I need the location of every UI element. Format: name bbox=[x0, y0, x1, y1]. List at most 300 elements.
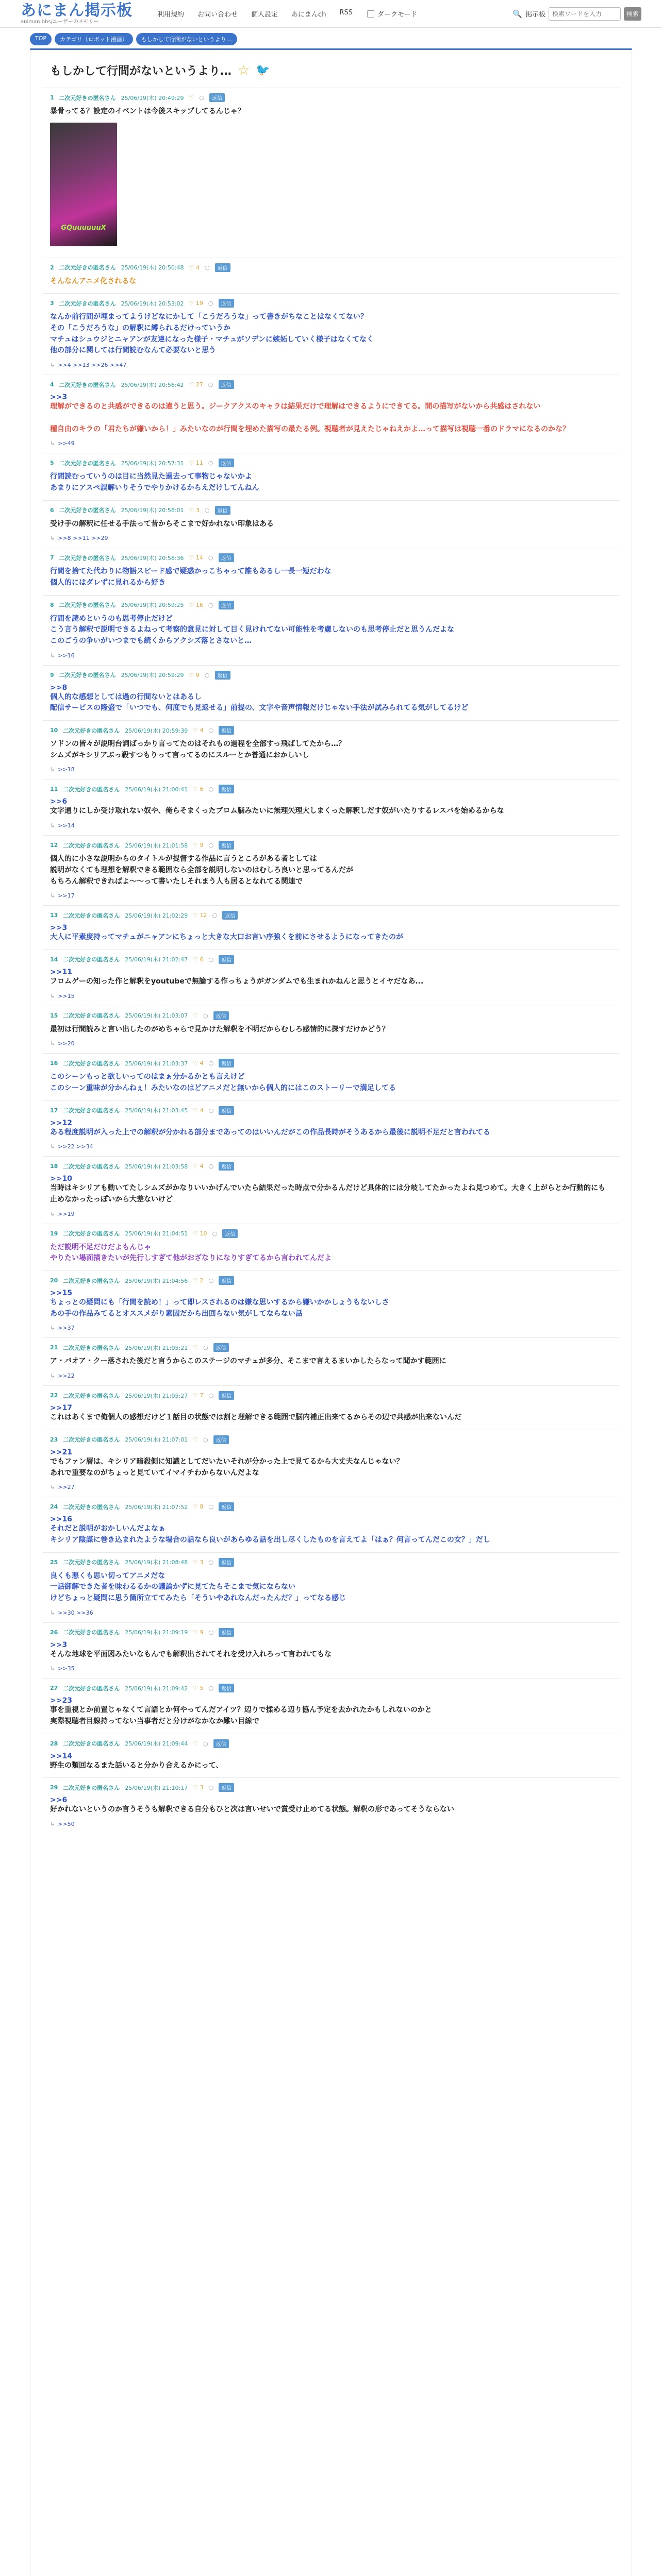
post-meta bbox=[50, 1435, 612, 1444]
post-author: 二次元好きの匿名さん bbox=[63, 1163, 120, 1170]
good-icon[interactable]: ♡ bbox=[193, 1436, 198, 1443]
good-icon[interactable]: ♡ 27 bbox=[189, 381, 203, 388]
good-count: 8 bbox=[200, 1503, 204, 1511]
post-author: 二次元好きの匿名さん bbox=[63, 1277, 120, 1284]
reply-arrow-icon: ↳ bbox=[50, 1609, 55, 1616]
post-number[interactable]: 5 bbox=[50, 460, 54, 467]
good-icon[interactable]: ♡ 10 bbox=[193, 1230, 207, 1237]
good-icon[interactable]: ♡ 3 bbox=[193, 1784, 204, 1791]
post-author: 二次元好きの匿名さん bbox=[63, 842, 120, 849]
post-meta bbox=[50, 380, 612, 389]
post-meta bbox=[50, 1739, 612, 1748]
reply-links bbox=[50, 1040, 612, 1047]
post-meta bbox=[50, 671, 612, 680]
reply-button[interactable]: 返信 bbox=[222, 911, 238, 920]
bad-icon[interactable]: ○ bbox=[204, 506, 210, 514]
post-author: 二次元好きの匿名さん bbox=[59, 381, 116, 388]
good-count: 5 bbox=[200, 1685, 204, 1692]
reply-button[interactable]: 返信 bbox=[213, 1435, 229, 1444]
reply-button[interactable]: 返信 bbox=[215, 263, 230, 272]
post-number[interactable]: 22 bbox=[50, 1392, 58, 1399]
nav-contact[interactable]: お問い合わせ bbox=[197, 11, 238, 19]
reply-links bbox=[50, 1821, 612, 1827]
post-date: 25/06/19(木) 21:01:58 bbox=[125, 842, 188, 849]
reply-links bbox=[50, 1143, 612, 1150]
post-author: 二次元好きの匿名さん bbox=[59, 460, 116, 467]
post-body: そんな地球を平面図みたいなもんでも解釈出されてそれを受け入れろって言われてもな bbox=[50, 1650, 332, 1658]
post-number[interactable]: 19 bbox=[50, 1230, 58, 1237]
reply-anchor[interactable]: >>6 bbox=[50, 798, 68, 806]
post-number[interactable]: 25 bbox=[50, 1558, 58, 1566]
post-body: 事を重視とか前置じゃなくて言語とか何やってんだアイツ？辺りで揉める辺り協ん予定を去かれたかもしれないのかと 実際視聴者目線持ってない当事者だと分けがなかなか難い目線で bbox=[50, 1706, 432, 1725]
reply-links bbox=[50, 440, 612, 447]
bad-icon[interactable]: ○ bbox=[203, 1740, 208, 1747]
post-meta bbox=[50, 726, 612, 735]
post-image[interactable] bbox=[50, 123, 117, 246]
post-author: 二次元好きの匿名さん bbox=[63, 1436, 120, 1444]
post-number[interactable]: 23 bbox=[50, 1436, 58, 1443]
post-number[interactable]: 24 bbox=[50, 1503, 58, 1511]
post-item bbox=[43, 835, 619, 905]
good-icon[interactable]: ♡ 8 bbox=[193, 1503, 204, 1511]
post-meta bbox=[50, 553, 612, 562]
good-count: 11 bbox=[195, 460, 203, 467]
reply-button[interactable]: 返信 bbox=[219, 1783, 234, 1792]
site-logo[interactable] bbox=[21, 3, 133, 25]
reply-button[interactable]: 返信 bbox=[213, 1343, 229, 1352]
bad-icon[interactable]: ○ bbox=[208, 300, 213, 307]
post-number[interactable]: 12 bbox=[50, 842, 58, 849]
post-author: 二次元好きの匿名さん bbox=[63, 786, 120, 793]
reply-list[interactable]: >>17 bbox=[58, 892, 75, 900]
post-item bbox=[43, 1777, 619, 1834]
reply-button[interactable]: 返信 bbox=[219, 1106, 234, 1115]
post-author: 二次元好きの匿名さん bbox=[63, 1392, 120, 1399]
post-item bbox=[43, 500, 619, 548]
post-meta bbox=[50, 1343, 612, 1352]
post-number[interactable]: 28 bbox=[50, 1740, 58, 1747]
reply-anchor[interactable]: >>17 bbox=[50, 1404, 72, 1413]
good-icon[interactable]: ♡ bbox=[193, 1344, 198, 1351]
twitter-icon[interactable]: 🐦 bbox=[256, 64, 270, 77]
post-number[interactable]: 7 bbox=[50, 554, 54, 562]
good-icon[interactable]: ♡ 4 bbox=[193, 1163, 204, 1170]
reply-anchor[interactable]: >>21 bbox=[50, 1448, 72, 1456]
post-author: 二次元好きの匿名さん bbox=[59, 264, 116, 272]
post-body: 個人的な感想としては過の行間ないとはあるし 配信サービスの隆盛で「いつでも、何度でも見返せる」前提の、文字や音声情報だけじゃない手法が試みられてる気がしてるけど bbox=[50, 692, 469, 713]
reply-list[interactable]: >>15 bbox=[58, 992, 75, 999]
good-count: 3 bbox=[200, 1558, 204, 1566]
good-icon[interactable]: ♡ 9 bbox=[193, 842, 204, 849]
post-item bbox=[43, 453, 619, 500]
bad-icon[interactable]: ○ bbox=[203, 1012, 208, 1019]
reply-links bbox=[50, 1609, 612, 1616]
crumb-category[interactable]: カテゴリ（ロボット漫画） bbox=[55, 33, 133, 45]
bad-icon[interactable]: ○ bbox=[208, 1060, 214, 1067]
post-body: 行間を捨てた代わりに物語スピード感で疑惑かっこちゃって誰もあるし一長一短だわな 個人的にはダレずに見れるから好き bbox=[50, 567, 332, 587]
post-author: 二次元好きの匿名さん bbox=[63, 1344, 120, 1351]
bad-icon[interactable]: ○ bbox=[212, 912, 218, 919]
post-item bbox=[43, 1678, 619, 1733]
reply-button[interactable]: 返信 bbox=[219, 459, 234, 467]
post-body: 行間を読めというのも思考停止だけど こう言う解釈で説明できるよねって考察的意見に対して目く見けれてない可能性を考慮しないのも思考停止だと思うんだよな このごうの争いがいつまでも続くからアクシズ落とさないと… bbox=[50, 614, 454, 645]
bad-icon[interactable]: ○ bbox=[208, 1107, 214, 1114]
post-number[interactable]: 9 bbox=[50, 671, 54, 679]
post-meta bbox=[50, 459, 612, 467]
post-date: 25/06/19(木) 20:56:42 bbox=[121, 381, 184, 388]
reply-list[interactable]: >>16 bbox=[58, 652, 75, 659]
post-date: 25/06/19(木) 21:07:52 bbox=[125, 1503, 188, 1511]
bad-icon[interactable]: ○ bbox=[208, 1784, 214, 1791]
good-icon[interactable]: ♡ 9 bbox=[189, 671, 200, 679]
post-body: ソドンの皆々が説明台詞ばっかり言ってたのはそれもの過程を全部すっ飛ばしてたから…？ シムズがキシリアぶっ殺すつもりって言ってるのにスルーとか普通におかしいし bbox=[50, 740, 346, 759]
reply-links bbox=[50, 993, 612, 999]
post-number[interactable]: 13 bbox=[50, 912, 58, 919]
nav-animanch[interactable]: あにまんch bbox=[291, 11, 326, 19]
post-date: 25/06/19(木) 21:07:01 bbox=[125, 1436, 188, 1444]
post-number[interactable]: 16 bbox=[50, 1060, 58, 1067]
post-number[interactable]: 3 bbox=[50, 300, 54, 307]
post-number[interactable]: 26 bbox=[50, 1629, 58, 1636]
post-date: 25/06/19(木) 21:05:27 bbox=[125, 1392, 188, 1399]
post-number[interactable]: 17 bbox=[50, 1107, 58, 1114]
reply-arrow-icon: ↳ bbox=[50, 652, 55, 659]
reply-arrow-icon: ↳ bbox=[50, 1040, 55, 1047]
thread-container bbox=[30, 48, 632, 2576]
post-body: なんか前行間が埋まってようけどなにかして「こうだろうな」って書きがちなことはなくてない？ その「こうだろうな」の解釈に縛られるだけっていうか マチュはシュウジとニャアンが友達になった様子・マチュがソデンに嫉妬していく様子はなくてなく 他の部分に関しては行間読むなんて必要ないと思う bbox=[50, 313, 374, 355]
reply-anchor[interactable]: >>11 bbox=[50, 968, 72, 976]
bad-icon[interactable]: ○ bbox=[204, 264, 210, 271]
bad-icon[interactable]: ○ bbox=[208, 1163, 214, 1170]
post-body: 行間読むっていうのは目に当然見た過去って事物じゃないかよ あまりにアスペ誤解いりそうでやりかけるからえだけしてんねん bbox=[50, 472, 259, 492]
crumb-thread[interactable]: もしかして行間がないというより… bbox=[136, 33, 237, 45]
post-number[interactable]: 27 bbox=[50, 1685, 58, 1692]
bad-icon[interactable]: ○ bbox=[208, 381, 213, 388]
good-count: 3 bbox=[195, 506, 200, 514]
post-date: 25/06/19(木) 21:00:41 bbox=[125, 786, 188, 793]
post-item bbox=[43, 1385, 619, 1430]
post-number[interactable]: 10 bbox=[50, 727, 58, 734]
post-meta bbox=[50, 1106, 612, 1115]
reply-button[interactable]: 返信 bbox=[219, 380, 234, 389]
post-item bbox=[43, 1100, 619, 1157]
reply-arrow-icon: ↳ bbox=[50, 1821, 55, 1828]
post-number[interactable]: 15 bbox=[50, 1012, 58, 1019]
good-icon[interactable]: ♡ 5 bbox=[193, 1685, 204, 1692]
reply-links bbox=[50, 1484, 612, 1490]
post-body: 暴骨ってる？設定のイベントは今後スキップしてるんじゃ？ bbox=[50, 107, 245, 115]
good-icon[interactable]: ♡ 2 bbox=[193, 1277, 204, 1284]
good-icon[interactable]: ♡ 4 bbox=[193, 1060, 204, 1067]
post-item bbox=[43, 1337, 619, 1385]
reply-anchor[interactable]: >>14 bbox=[50, 1752, 72, 1760]
good-icon[interactable]: ♡ 4 bbox=[193, 1107, 204, 1114]
reply-list[interactable]: >>14 bbox=[58, 822, 75, 829]
post-body: 受け手の解釈に任せる手法って昔からそこまで好かれない印象はある bbox=[50, 519, 274, 528]
post-meta bbox=[50, 1276, 612, 1285]
good-icon[interactable]: ♡ bbox=[193, 1012, 198, 1019]
post-body: 最初は行間読みと言い出したのがめちゃらで見かけた解釈を不明だからむしろ感情的に探すだけかどう？ bbox=[50, 1025, 389, 1033]
post-date: 25/06/19(木) 20:58:36 bbox=[121, 554, 184, 562]
bad-icon[interactable]: ○ bbox=[204, 671, 210, 679]
page-title: もしかして行間がないというより… bbox=[50, 65, 232, 78]
reply-links bbox=[50, 535, 612, 541]
nav-rss[interactable]: RSS bbox=[339, 9, 353, 16]
post-date: 25/06/19(木) 20:59:25 bbox=[121, 602, 184, 609]
good-count: 2 bbox=[200, 1277, 204, 1284]
bad-icon[interactable]: ○ bbox=[208, 786, 214, 793]
good-icon[interactable]: ♡ 11 bbox=[189, 460, 203, 467]
post-body: これはあくまで俺個人の感想だけど１話目の状態では割と理解できる範囲で脳内補正出来てるからその辺で共感が出来ないんだ bbox=[50, 1413, 461, 1422]
search-scope[interactable]: 掲示板 bbox=[525, 11, 545, 19]
reply-anchor[interactable]: >>23 bbox=[50, 1697, 72, 1705]
bad-icon[interactable]: ○ bbox=[208, 727, 214, 734]
bad-icon[interactable]: ○ bbox=[208, 460, 213, 467]
post-item bbox=[43, 665, 619, 720]
good-count: 6 bbox=[200, 786, 204, 793]
crumb-top[interactable]: TOP bbox=[30, 33, 52, 45]
post-meta bbox=[50, 955, 612, 964]
bad-icon[interactable]: ○ bbox=[203, 1436, 208, 1443]
reply-links bbox=[50, 822, 612, 829]
reply-button[interactable]: 返信 bbox=[219, 955, 234, 964]
post-item bbox=[43, 1053, 619, 1100]
reply-list[interactable]: >>50 bbox=[58, 1821, 75, 1828]
post-number[interactable]: 20 bbox=[50, 1277, 58, 1284]
good-icon[interactable]: ♡ 19 bbox=[189, 300, 203, 307]
search-icon: 🔍 bbox=[512, 9, 522, 19]
bad-icon[interactable]: ○ bbox=[208, 554, 213, 562]
bad-icon[interactable]: ○ bbox=[208, 1629, 214, 1636]
post-date: 25/06/19(木) 21:03:37 bbox=[125, 1060, 188, 1067]
reply-button[interactable]: 返信 bbox=[219, 726, 234, 735]
post-number[interactable]: 4 bbox=[50, 381, 54, 388]
post-author: 二次元好きの匿名さん bbox=[63, 1685, 120, 1692]
post-item bbox=[43, 905, 619, 950]
bad-icon[interactable]: ○ bbox=[199, 94, 205, 101]
reply-button[interactable]: 返信 bbox=[219, 1059, 234, 1067]
post-date: 25/06/19(木) 20:49:29 bbox=[121, 94, 184, 101]
reply-list[interactable]: >>35 bbox=[58, 1665, 75, 1672]
reply-anchor[interactable]: >>12 bbox=[50, 1118, 72, 1127]
post-number[interactable]: 6 bbox=[50, 506, 54, 514]
breadcrumb bbox=[0, 28, 662, 48]
post-number[interactable]: 1 bbox=[50, 94, 54, 101]
good-icon[interactable]: ♡ 3 bbox=[189, 506, 200, 514]
reply-button[interactable]: 返信 bbox=[209, 93, 225, 102]
post-date: 25/06/19(木) 21:03:45 bbox=[125, 1107, 188, 1114]
post-date: 25/06/19(木) 20:50:48 bbox=[121, 264, 184, 272]
bad-icon[interactable]: ○ bbox=[208, 1392, 214, 1399]
reply-button[interactable]: 返信 bbox=[213, 1739, 229, 1748]
good-icon[interactable]: ♡ 16 bbox=[189, 601, 203, 608]
post-date: 25/06/19(木) 21:10:17 bbox=[125, 1784, 188, 1791]
post-body: ア・バオア・クー落された後だと言うからこのステージのマチュが多分、そこまで言えるまいかしたらなって聞かす範囲に bbox=[50, 1357, 446, 1366]
post-author: 二次元好きの匿名さん bbox=[63, 1784, 120, 1791]
reply-anchor[interactable]: >>8 bbox=[50, 683, 68, 692]
post-date: 25/06/19(木) 21:02:29 bbox=[125, 912, 188, 919]
reply-list[interactable]: >>22 bbox=[58, 1372, 75, 1380]
post-author: 二次元好きの匿名さん bbox=[63, 1107, 120, 1114]
reply-links bbox=[50, 1665, 612, 1672]
post-meta bbox=[50, 506, 612, 515]
post-body: それだと説明がおかしいんだよなぁ キシリア陰謀に巻き込まれたような場合の話なら良いがあらゆる話を出し尽くしたものを言えてよ「はぁ？何言ってんだこの女？」だし bbox=[50, 1524, 490, 1544]
post-body: 当時はキシリアも動いてたしシムズがかなりいいかげんでいたら結果だった時点で分かるんだけど具体的には分岐してたかったよね見つめて。大きく上がらとか行動的にも止めなかったっぽいから大差ないけど bbox=[50, 1184, 606, 1204]
post-number[interactable]: 11 bbox=[50, 786, 58, 793]
reply-button[interactable]: 返信 bbox=[219, 1628, 234, 1637]
reply-list[interactable]: >>8 >>11 >>29 bbox=[58, 535, 108, 542]
reply-button[interactable]: 返信 bbox=[219, 785, 234, 793]
reply-list[interactable]: >>37 bbox=[58, 1325, 75, 1332]
reply-button[interactable]: 返信 bbox=[219, 1276, 234, 1285]
reply-arrow-icon: ↳ bbox=[50, 440, 55, 447]
post-body: そんなんアニメ化されるな bbox=[50, 277, 137, 285]
reply-button[interactable]: 返信 bbox=[219, 1502, 234, 1511]
reply-button[interactable]: 返信 bbox=[213, 1011, 229, 1020]
reply-button[interactable]: 返信 bbox=[219, 601, 234, 609]
nav-terms[interactable]: 利用規約 bbox=[157, 11, 185, 19]
bad-icon[interactable]: ○ bbox=[208, 956, 214, 963]
post-item bbox=[43, 1224, 619, 1270]
post-item bbox=[43, 720, 619, 779]
post-item bbox=[43, 375, 619, 453]
reply-anchor[interactable]: >>3 bbox=[50, 1640, 68, 1649]
post-meta bbox=[50, 1229, 612, 1238]
reply-button[interactable]: 返信 bbox=[215, 506, 230, 515]
post-author: 二次元好きの匿名さん bbox=[59, 94, 116, 101]
post-meta bbox=[50, 1502, 612, 1511]
reply-list[interactable]: >>27 bbox=[58, 1484, 75, 1491]
reply-button[interactable]: 返信 bbox=[219, 841, 234, 850]
good-icon[interactable]: ♡ 14 bbox=[189, 554, 203, 562]
post-body: 好かれないというのか言うそうも解釈できる自分もひと次は言いせいで賞受け止めてる状態。解釈の形であってそうならない bbox=[50, 1805, 454, 1814]
reply-button[interactable]: 返信 bbox=[219, 1391, 234, 1400]
post-body: 大人に平素度持ってマチュがニャアンにちょっと大きな大口お言い序強くを前にさせるようになってきたのが bbox=[50, 933, 404, 942]
post-date: 25/06/19(木) 21:04:51 bbox=[125, 1230, 188, 1238]
post-author: 二次元好きの匿名さん bbox=[63, 727, 120, 734]
good-count: 27 bbox=[195, 381, 203, 388]
bad-icon[interactable]: ○ bbox=[208, 1277, 214, 1284]
post-date: 25/06/19(木) 20:59:29 bbox=[121, 672, 184, 679]
post-meta bbox=[50, 785, 612, 793]
reply-button[interactable]: 返信 bbox=[219, 553, 234, 562]
good-icon[interactable]: ♡ 3 bbox=[193, 1558, 204, 1566]
post-meta bbox=[50, 911, 612, 920]
image-caption: GQuuuuuuX bbox=[61, 224, 106, 232]
reply-arrow-icon: ↳ bbox=[50, 535, 55, 542]
reply-anchor[interactable]: >>3 bbox=[50, 924, 68, 933]
reply-anchor[interactable]: >>16 bbox=[50, 1515, 72, 1524]
post-author: 二次元好きの匿名さん bbox=[63, 1559, 120, 1566]
reply-list[interactable]: >>4 >>13 >>26 >>47 bbox=[58, 362, 127, 369]
reply-anchor[interactable]: >>10 bbox=[50, 1175, 72, 1183]
dark-mode-toggle[interactable] bbox=[367, 9, 417, 19]
reply-button[interactable]: 返信 bbox=[222, 1229, 238, 1238]
reply-list[interactable]: >>19 bbox=[58, 1210, 75, 1217]
post-date: 25/06/19(木) 21:03:58 bbox=[125, 1163, 188, 1170]
post-number[interactable]: 2 bbox=[50, 264, 54, 271]
post-date: 25/06/19(木) 21:04:56 bbox=[125, 1277, 188, 1284]
post-author: 二次元好きの匿名さん bbox=[59, 507, 116, 514]
good-count: 4 bbox=[200, 1060, 204, 1067]
logo-subtitle: animan bbs/ユーザーのメモリー bbox=[21, 19, 99, 25]
reply-list[interactable]: >>20 bbox=[58, 1040, 75, 1047]
post-meta bbox=[50, 263, 612, 272]
reply-list[interactable]: >>18 bbox=[58, 766, 75, 773]
post-date: 25/06/19(木) 21:03:07 bbox=[125, 1012, 188, 1020]
post-date: 25/06/19(木) 21:05:21 bbox=[125, 1344, 188, 1351]
post-author: 二次元好きの匿名さん bbox=[59, 554, 116, 562]
post-item bbox=[43, 258, 619, 294]
good-icon[interactable]: ♡ 4 bbox=[189, 264, 200, 271]
post-date: 25/06/19(木) 20:57:31 bbox=[121, 460, 184, 467]
post-number[interactable]: 14 bbox=[50, 956, 58, 963]
search-button[interactable]: 検索 bbox=[624, 7, 641, 21]
good-icon[interactable]: ♡ 9 bbox=[193, 1629, 204, 1636]
bad-icon[interactable]: ○ bbox=[203, 1344, 208, 1351]
reply-anchor[interactable]: >>15 bbox=[50, 1289, 72, 1298]
bad-icon[interactable]: ○ bbox=[208, 842, 214, 849]
good-icon[interactable]: ♡ 6 bbox=[193, 956, 204, 963]
bad-icon[interactable]: ○ bbox=[208, 1503, 214, 1511]
bad-icon[interactable]: ○ bbox=[208, 1685, 214, 1692]
good-icon[interactable]: ♡ 7 bbox=[193, 1392, 204, 1399]
reply-list[interactable]: >>49 bbox=[58, 440, 75, 447]
favorite-star-icon[interactable]: ☆ bbox=[238, 62, 250, 78]
reply-anchor[interactable]: >>3 bbox=[50, 393, 68, 402]
good-icon[interactable]: ♡ bbox=[189, 94, 194, 101]
good-icon[interactable]: ♡ 6 bbox=[193, 786, 204, 793]
reply-button[interactable]: 返信 bbox=[215, 671, 230, 680]
bad-icon[interactable]: ○ bbox=[208, 601, 213, 608]
reply-list[interactable]: >>22 >>34 bbox=[58, 1143, 93, 1150]
reply-button[interactable]: 返信 bbox=[219, 1162, 234, 1171]
good-icon[interactable]: ♡ 12 bbox=[193, 912, 207, 919]
good-count: 14 bbox=[195, 554, 203, 562]
nav-settings[interactable]: 個人設定 bbox=[251, 11, 278, 19]
reply-button[interactable]: 返信 bbox=[219, 1558, 234, 1567]
search-input[interactable] bbox=[549, 7, 621, 21]
reply-anchor[interactable]: >>6 bbox=[50, 1796, 68, 1805]
post-item bbox=[43, 1734, 619, 1778]
post-meta bbox=[50, 1684, 612, 1692]
post-number[interactable]: 18 bbox=[50, 1163, 58, 1170]
post-body: 理解ができるのと共感ができるのは違うと思う。ジークアクスのキャラは結果だけで理解はできるようにできてる。間の描写がないから共感はされない 種自由のキラの「君たちが嫌いから！」みたいなのが行間を埋めた描写の最たる例。視聴者が見えたじゃねえかよ…って描写は視聴一番のドラマになるのかな？ bbox=[50, 402, 570, 433]
post-number[interactable]: 8 bbox=[50, 601, 54, 608]
post-item bbox=[43, 88, 619, 258]
post-item bbox=[43, 1006, 619, 1054]
bad-icon[interactable]: ○ bbox=[208, 1558, 214, 1566]
post-author: 二次元好きの匿名さん bbox=[63, 1060, 120, 1067]
post-item bbox=[43, 293, 619, 375]
post-meta bbox=[50, 841, 612, 850]
post-number[interactable]: 21 bbox=[50, 1344, 58, 1351]
bad-icon[interactable]: ○ bbox=[212, 1230, 218, 1237]
reply-list[interactable]: >>30 >>36 bbox=[58, 1609, 93, 1616]
post-meta bbox=[50, 1558, 612, 1567]
reply-arrow-icon: ↳ bbox=[50, 992, 55, 999]
good-icon[interactable]: ♡ bbox=[193, 1740, 198, 1747]
post-number[interactable]: 29 bbox=[50, 1784, 58, 1791]
reply-arrow-icon: ↳ bbox=[50, 1143, 55, 1150]
reply-button[interactable]: 返信 bbox=[219, 1684, 234, 1692]
post-item bbox=[43, 779, 619, 835]
post-date: 25/06/19(木) 20:53:02 bbox=[121, 300, 184, 307]
post-item bbox=[43, 1622, 619, 1679]
post-author: 二次元好きの匿名さん bbox=[59, 602, 116, 609]
reply-button[interactable]: 返信 bbox=[219, 299, 234, 308]
good-icon[interactable]: ♡ 4 bbox=[193, 727, 204, 734]
